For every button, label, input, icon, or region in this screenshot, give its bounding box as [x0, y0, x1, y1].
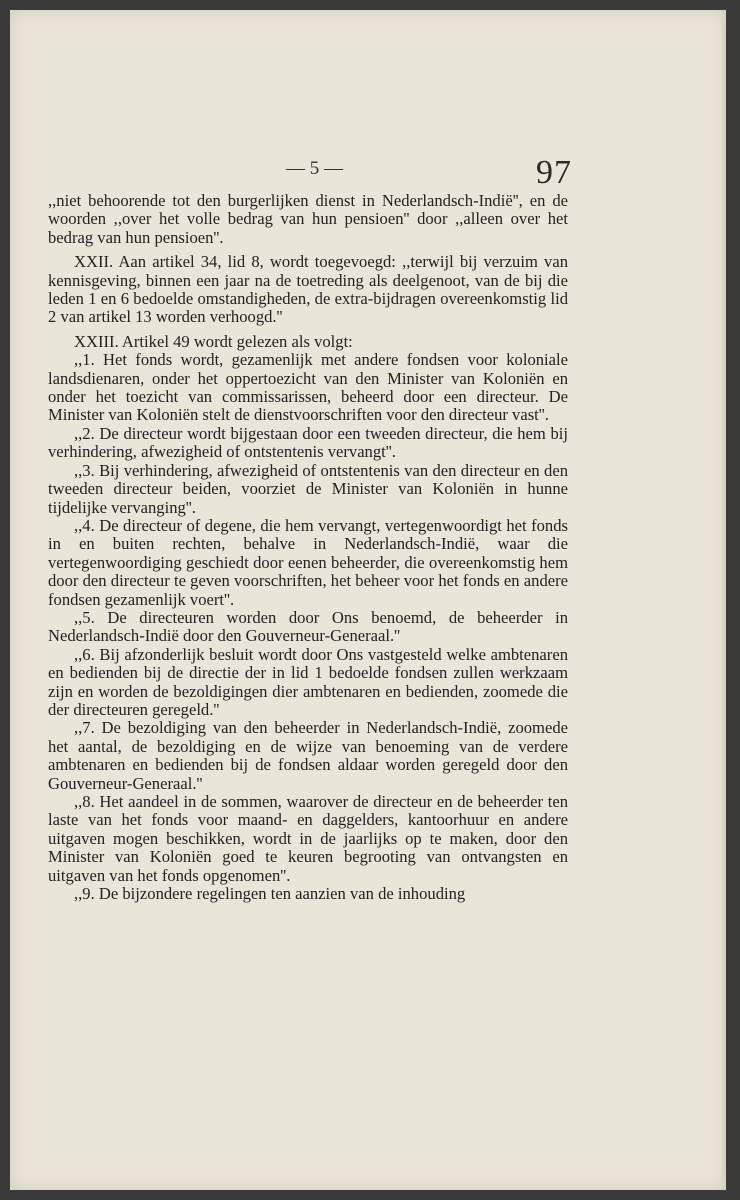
paragraph: XXII. Aan artikel 34, lid 8, wordt toegevoegd: ,,terwijl bij verzuim van kennisgeving, binnen een jaar na de toetreding als deelgenoot, van de bij die leden 1 en 6 bedoelde omstandigheden, de extra-bijdragen overeenkomstig lid 2 van artikel 13 worden verhoogd.'': [48, 252, 568, 327]
paragraph: ,,1. Het fonds wordt, gezamenlijk met andere fondsen voor koloniale landsdienaren, onder het oppertoezicht van den Minister van Koloniën en onder het toezicht van commissarissen, beheerd door een directeur. De Minister van Koloniën stelt de dienstvoorschriften voor den directeur vast''.: [48, 350, 568, 425]
page-number: — 5 —: [286, 158, 343, 179]
document-page: [10, 10, 726, 1190]
archive-number: 97: [536, 154, 572, 191]
paragraph: ,,niet behoorende tot den burgerlijken dienst in Nederlandsch-Indië'', en de woorden ,,over het volle bedrag van hun pensioen'' door ,,alleen over het bedrag van hun pensioen''.: [48, 191, 568, 247]
paragraph: ,,6. Bij afzonderlijk besluit wordt door Ons vastgesteld welke ambtenaren en bedienden bij de directie der in lid 1 bedoelde fondsen zullen werkzaam zijn en worden de bezoldigingen dier ambtenaren en bedienden, zoomede die der directeuren geregeld.'': [48, 644, 568, 719]
paragraph: ,,8. Het aandeel in de sommen, waarover de directeur en de beheerder ten laste van het fonds voor maand- en daggelders, kantoorhuur en andere uitgaven mogen beschikken, wordt in de jaarlijks op te maken, door den Minister van Koloniën goed te keuren begrooting van ontvangsten en uitgaven van het fonds opgenomen''.: [48, 792, 568, 885]
paragraph: ,,5. De directeuren worden door Ons benoemd, de beheerder in Nederlandsch-Indië door den Gouverneur-Generaal.'': [48, 607, 568, 646]
paragraph: ,,3. Bij verhindering, afwezigheid of ontstentenis van den directeur en den tweeden directeur beiden, voorziet de Minister van Koloniën in hunne tijdelijke vervanging''.: [48, 460, 568, 517]
paragraph: ,,7. De bezoldiging van den beheerder in Nederlandsch-Indië, zoomede het aantal, de bezoldiging en de wijze van benoeming van de verdere ambtenaren en bedienden bij de fondsen aldaar worden geregeld door den Gouverneur-Generaal.'': [48, 718, 568, 793]
body-text: [48, 192, 568, 903]
paragraph: XXIII. Artikel 49 wordt gelezen als volgt:: [74, 331, 353, 351]
paragraph: ,,4. De directeur of degene, die hem vervangt, vertegenwoordigt het fonds in en buiten rechten, behalve in Nederlandsch-Indië, waar die vertegenwoordiging geschiedt door eenen beheerder, die overeenkomstig hem door den directeur te geven voorschriften, het beheer voor het fonds en andere fondsen gezamenlijk voert''.: [48, 515, 568, 609]
paragraph: ,,9. De bijzondere regelingen ten aanzien van de inhouding: [74, 884, 466, 904]
paragraph: ,,2. De directeur wordt bijgestaan door een tweeden directeur, die hem bij verhindering, afwezigheid of ontstentenis vervangt''.: [48, 423, 568, 462]
